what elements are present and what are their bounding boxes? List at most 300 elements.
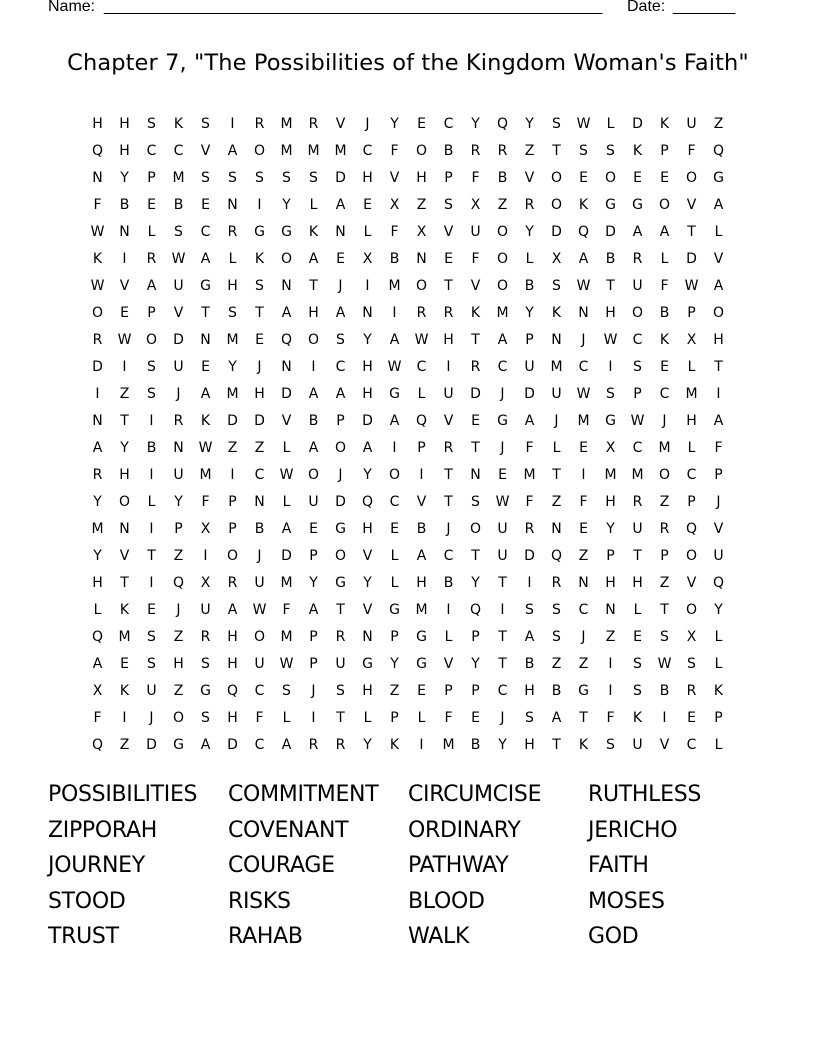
- grid-letter: N: [362, 305, 373, 321]
- grid-letter: B: [443, 575, 454, 591]
- grid-letter: Z: [416, 197, 427, 213]
- grid-letter: D: [605, 224, 616, 240]
- grid-letter: Y: [363, 332, 372, 348]
- grid-letter: H: [227, 656, 238, 672]
- grid-letter: S: [201, 170, 210, 186]
- grid-letter: T: [444, 494, 453, 510]
- grid-letter: A: [227, 602, 238, 618]
- grid-letter: S: [147, 116, 156, 132]
- grid-letter: V: [470, 278, 481, 294]
- word-list-item: GOD: [588, 924, 639, 949]
- grid-letter: X: [551, 251, 562, 267]
- grid-letter: A: [524, 629, 535, 645]
- word-list-item: FAITH: [588, 853, 649, 878]
- grid-letter: H: [227, 710, 238, 726]
- grid-letter: P: [309, 629, 318, 645]
- grid-letter: K: [200, 413, 211, 429]
- grid-letter: H: [227, 629, 238, 645]
- grid-letter: I: [527, 575, 532, 591]
- word-list-item: ORDINARY: [408, 817, 521, 843]
- grid-letter: V: [281, 413, 292, 429]
- grid-letter: S: [174, 224, 183, 240]
- grid-letter: M: [658, 440, 671, 456]
- grid-letter: C: [632, 440, 643, 456]
- grid-letter: J: [500, 710, 505, 726]
- grid-letter: A: [200, 737, 211, 753]
- grid-letter: Z: [497, 197, 508, 213]
- grid-letter: X: [389, 197, 400, 213]
- grid-letter: O: [685, 602, 698, 618]
- grid-letter: U: [173, 359, 184, 375]
- grid-letter: Y: [390, 656, 399, 672]
- grid-letter: Y: [228, 359, 237, 375]
- grid-letter: O: [307, 467, 320, 483]
- grid-letter: Q: [226, 683, 239, 699]
- grid-letter: E: [579, 170, 588, 186]
- grid-letter: C: [254, 683, 265, 699]
- grid-letter: C: [362, 143, 373, 159]
- grid-letter: A: [308, 602, 319, 618]
- grid-letter: F: [525, 494, 534, 510]
- grid-letter: X: [92, 683, 103, 699]
- grid-letter: W: [495, 494, 510, 510]
- grid-letter: T: [498, 629, 507, 645]
- grid-letter: P: [417, 440, 426, 456]
- grid-letter: K: [659, 332, 670, 348]
- grid-letter: I: [149, 521, 154, 537]
- grid-letter: Z: [551, 494, 562, 510]
- grid-letter: U: [497, 548, 508, 564]
- grid-letter: R: [470, 143, 481, 159]
- grid-letter: E: [120, 656, 129, 672]
- grid-letter: Q: [91, 143, 104, 159]
- grid-letter: Z: [227, 440, 238, 456]
- grid-letter: B: [524, 656, 535, 672]
- grid-letter: H: [308, 305, 319, 321]
- grid-letter: I: [257, 197, 262, 213]
- grid-letter: U: [632, 278, 643, 294]
- grid-letter: Y: [363, 575, 372, 591]
- grid-letter: S: [201, 710, 210, 726]
- grid-letter: S: [201, 656, 210, 672]
- word-list-item: RISKS: [228, 888, 291, 914]
- grid-letter: D: [524, 548, 535, 564]
- grid-letter: V: [416, 494, 427, 510]
- grid-letter: U: [686, 116, 697, 132]
- grid-letter: C: [443, 116, 454, 132]
- grid-letter: Q: [280, 332, 293, 348]
- grid-letter: Y: [471, 575, 480, 591]
- grid-letter: K: [119, 683, 130, 699]
- grid-letter: M: [280, 629, 293, 645]
- grid-letter: Q: [496, 116, 509, 132]
- grid-letter: S: [552, 629, 561, 645]
- grid-letter: N: [119, 521, 130, 537]
- grid-letter: O: [415, 143, 428, 159]
- grid-letter: B: [551, 683, 562, 699]
- grid-letter: T: [498, 656, 507, 672]
- grid-letter: W: [171, 251, 186, 267]
- grid-letter: C: [335, 359, 346, 375]
- grid-letter: C: [659, 386, 670, 402]
- grid-letter: G: [578, 683, 589, 699]
- grid-letter: L: [147, 224, 156, 240]
- grid-letter: K: [92, 251, 103, 267]
- grid-letter: S: [633, 656, 642, 672]
- grid-letter: U: [308, 494, 319, 510]
- grid-letter: C: [173, 143, 184, 159]
- grid-letter: I: [392, 305, 397, 321]
- grid-letter: E: [120, 305, 129, 321]
- grid-letter: S: [660, 629, 669, 645]
- grid-letter: G: [281, 224, 292, 240]
- grid-letter: L: [714, 224, 723, 240]
- grid-letter: A: [281, 737, 292, 753]
- word-list-item: COVENANT: [228, 817, 349, 843]
- grid-letter: Q: [91, 737, 104, 753]
- grid-letter: E: [687, 710, 696, 726]
- grid-letter: S: [336, 683, 345, 699]
- grid-letter: A: [389, 413, 400, 429]
- grid-letter: Z: [173, 629, 184, 645]
- grid-letter: U: [632, 737, 643, 753]
- grid-letter: K: [470, 305, 481, 321]
- grid-letter: I: [662, 710, 667, 726]
- grid-letter: F: [471, 170, 480, 186]
- grid-letter: P: [390, 710, 399, 726]
- grid-letter: E: [579, 440, 588, 456]
- grid-letter: J: [581, 629, 586, 645]
- grid-letter: L: [282, 710, 291, 726]
- grid-letter: K: [632, 143, 643, 159]
- grid-letter: V: [173, 305, 184, 321]
- grid-letter: Y: [525, 224, 534, 240]
- grid-letter: A: [659, 224, 670, 240]
- grid-letter: Y: [363, 737, 372, 753]
- grid-letter: F: [390, 143, 399, 159]
- grid-letter: I: [419, 467, 424, 483]
- grid-letter: V: [119, 278, 130, 294]
- grid-letter: D: [227, 413, 238, 429]
- grid-letter: W: [630, 413, 645, 429]
- grid-letter: W: [603, 332, 618, 348]
- grid-letter: O: [388, 467, 401, 483]
- grid-letter: O: [172, 710, 185, 726]
- grid-letter: J: [338, 467, 343, 483]
- grid-letter: M: [118, 629, 131, 645]
- grid-letter: T: [552, 467, 561, 483]
- grid-letter: K: [578, 737, 589, 753]
- grid-letter: L: [147, 494, 156, 510]
- grid-letter: M: [496, 305, 509, 321]
- grid-letter: N: [173, 440, 184, 456]
- grid-letter: J: [176, 386, 181, 402]
- grid-letter: A: [200, 251, 211, 267]
- grid-letter: E: [201, 359, 210, 375]
- grid-letter: B: [173, 197, 184, 213]
- grid-letter: P: [174, 521, 183, 537]
- grid-letter: J: [176, 602, 181, 618]
- grid-letter: H: [362, 386, 373, 402]
- grid-letter: H: [524, 683, 535, 699]
- grid-letter: V: [686, 197, 697, 213]
- grid-letter: V: [524, 170, 535, 186]
- grid-letter: E: [336, 251, 345, 267]
- grid-letter: Z: [578, 656, 589, 672]
- grid-letter: I: [149, 575, 154, 591]
- grid-letter: U: [524, 359, 535, 375]
- grid-letter: U: [443, 386, 454, 402]
- grid-letter: C: [632, 332, 643, 348]
- grid-letter: T: [309, 278, 318, 294]
- grid-letter: P: [309, 548, 318, 564]
- grid-letter: T: [471, 440, 480, 456]
- grid-letter: N: [335, 224, 346, 240]
- grid-letter: N: [605, 602, 616, 618]
- grid-letter: N: [416, 251, 427, 267]
- grid-letter: W: [576, 278, 591, 294]
- grid-letter: R: [524, 197, 535, 213]
- name-blank-line[interactable]: ________________________________________________________: [104, 0, 603, 15]
- grid-letter: D: [335, 494, 346, 510]
- grid-letter: O: [334, 548, 347, 564]
- grid-letter: K: [119, 602, 130, 618]
- grid-letter: K: [308, 224, 319, 240]
- grid-letter: F: [201, 494, 210, 510]
- grid-letter: M: [631, 467, 644, 483]
- page-title: Chapter 7, "The Possibilities of the Kingdom Woman's Faith": [67, 50, 749, 76]
- grid-letter: H: [524, 737, 535, 753]
- grid-letter: P: [228, 494, 237, 510]
- grid-letter: G: [335, 575, 346, 591]
- grid-letter: R: [443, 305, 454, 321]
- grid-letter: F: [660, 278, 669, 294]
- grid-letter: B: [254, 521, 265, 537]
- grid-letter: T: [336, 710, 345, 726]
- grid-letter: P: [714, 710, 723, 726]
- grid-letter: S: [552, 278, 561, 294]
- grid-letter: O: [496, 251, 509, 267]
- grid-letter: A: [524, 413, 535, 429]
- grid-letter: I: [446, 359, 451, 375]
- grid-letter: M: [334, 143, 347, 159]
- grid-letter: L: [606, 116, 615, 132]
- grid-letter: N: [470, 467, 481, 483]
- grid-letter: C: [686, 467, 697, 483]
- grid-letter: S: [687, 656, 696, 672]
- grid-letter: O: [550, 197, 563, 213]
- grid-letter: Z: [119, 386, 130, 402]
- date-blank-line[interactable]: _______: [673, 0, 736, 15]
- grid-letter: P: [336, 413, 345, 429]
- grid-letter: P: [228, 521, 237, 537]
- grid-letter: P: [309, 656, 318, 672]
- grid-letter: F: [525, 440, 534, 456]
- grid-letter: E: [147, 602, 156, 618]
- grid-letter: A: [551, 710, 562, 726]
- grid-letter: C: [254, 737, 265, 753]
- grid-letter: I: [608, 359, 613, 375]
- grid-letter: U: [200, 602, 211, 618]
- grid-letter: H: [92, 575, 103, 591]
- grid-letter: E: [417, 683, 426, 699]
- grid-letter: Q: [172, 575, 185, 591]
- grid-letter: Z: [173, 548, 184, 564]
- grid-letter: D: [524, 386, 535, 402]
- grid-letter: D: [281, 548, 292, 564]
- grid-letter: A: [713, 278, 724, 294]
- grid-letter: T: [579, 710, 588, 726]
- grid-letter: X: [470, 197, 481, 213]
- grid-letter: I: [419, 737, 424, 753]
- grid-letter: Q: [712, 575, 725, 591]
- grid-letter: E: [309, 521, 318, 537]
- grid-letter: J: [338, 278, 343, 294]
- grid-letter: E: [633, 170, 642, 186]
- grid-letter: J: [446, 521, 451, 537]
- grid-letter: G: [416, 629, 427, 645]
- grid-letter: S: [633, 683, 642, 699]
- grid-letter: T: [687, 224, 696, 240]
- grid-letter: H: [362, 683, 373, 699]
- word-list-item: CIRCUMCISE: [408, 782, 542, 807]
- word-list-item: MOSES: [588, 888, 665, 914]
- grid-letter: S: [309, 170, 318, 186]
- grid-letter: M: [550, 359, 563, 375]
- grid-letter: Y: [525, 116, 534, 132]
- grid-letter: O: [550, 170, 563, 186]
- grid-letter: B: [524, 278, 535, 294]
- grid-letter: T: [498, 575, 507, 591]
- grid-letter: H: [119, 116, 130, 132]
- grid-letter: F: [282, 602, 291, 618]
- grid-letter: M: [415, 602, 428, 618]
- grid-letter: W: [657, 656, 672, 672]
- grid-letter: L: [390, 548, 399, 564]
- grid-letter: L: [687, 359, 696, 375]
- grid-letter: L: [309, 197, 318, 213]
- grid-letter: W: [387, 359, 402, 375]
- grid-letter: A: [335, 305, 346, 321]
- grid-letter: H: [119, 143, 130, 159]
- grid-letter: O: [415, 278, 428, 294]
- grid-letter: F: [93, 197, 102, 213]
- grid-letter: P: [606, 548, 615, 564]
- grid-letter: C: [497, 683, 508, 699]
- grid-letter: U: [551, 386, 562, 402]
- word-search-grid: [84, 114, 732, 762]
- grid-letter: S: [282, 170, 291, 186]
- grid-letter: R: [200, 629, 211, 645]
- grid-letter: B: [605, 251, 616, 267]
- grid-letter: O: [253, 629, 266, 645]
- grid-letter: L: [228, 251, 237, 267]
- grid-letter: A: [362, 440, 373, 456]
- grid-letter: J: [581, 332, 586, 348]
- grid-letter: T: [336, 602, 345, 618]
- word-list-item: JERICHO: [588, 817, 678, 843]
- grid-letter: M: [442, 737, 455, 753]
- grid-letter: U: [173, 278, 184, 294]
- grid-letter: M: [226, 332, 239, 348]
- grid-letter: H: [443, 332, 454, 348]
- grid-letter: I: [311, 359, 316, 375]
- grid-letter: B: [146, 440, 157, 456]
- grid-letter: Q: [91, 629, 104, 645]
- grid-letter: D: [551, 224, 562, 240]
- grid-letter: S: [552, 602, 561, 618]
- grid-letter: R: [173, 413, 184, 429]
- grid-letter: A: [713, 413, 724, 429]
- word-list-item: WALK: [408, 924, 470, 949]
- grid-letter: E: [390, 521, 399, 537]
- grid-letter: O: [685, 170, 698, 186]
- grid-letter: M: [280, 116, 293, 132]
- grid-letter: U: [335, 656, 346, 672]
- grid-letter: Y: [525, 305, 534, 321]
- grid-letter: Z: [389, 683, 400, 699]
- grid-letter: O: [685, 548, 698, 564]
- grid-letter: Z: [659, 575, 670, 591]
- grid-letter: E: [471, 710, 480, 726]
- grid-letter: U: [632, 521, 643, 537]
- grid-letter: I: [122, 251, 127, 267]
- grid-letter: X: [200, 521, 211, 537]
- grid-letter: H: [362, 359, 373, 375]
- grid-letter: R: [632, 251, 643, 267]
- grid-letter: Q: [550, 548, 563, 564]
- grid-letter: J: [257, 548, 262, 564]
- grid-letter: S: [282, 683, 291, 699]
- grid-letter: R: [308, 737, 319, 753]
- grid-letter: E: [255, 332, 264, 348]
- grid-letter: R: [92, 467, 103, 483]
- grid-letter: C: [389, 494, 400, 510]
- grid-letter: O: [496, 224, 509, 240]
- grid-letter: V: [200, 143, 211, 159]
- grid-letter: A: [308, 386, 319, 402]
- grid-letter: M: [388, 278, 401, 294]
- grid-letter: H: [605, 575, 616, 591]
- grid-letter: S: [525, 710, 534, 726]
- grid-letter: M: [523, 467, 536, 483]
- grid-letter: I: [446, 602, 451, 618]
- date-label: Date:: [627, 0, 666, 15]
- grid-letter: H: [119, 467, 130, 483]
- grid-letter: C: [497, 359, 508, 375]
- grid-letter: O: [253, 143, 266, 159]
- grid-letter: A: [335, 386, 346, 402]
- grid-letter: H: [362, 170, 373, 186]
- grid-letter: U: [713, 548, 724, 564]
- grid-letter: V: [659, 737, 670, 753]
- word-list-item: JOURNEY: [48, 853, 145, 878]
- grid-letter: R: [470, 359, 481, 375]
- grid-letter: Y: [174, 494, 183, 510]
- grid-letter: S: [606, 386, 615, 402]
- grid-letter: T: [444, 467, 453, 483]
- grid-letter: T: [471, 332, 480, 348]
- grid-letter: S: [606, 143, 615, 159]
- word-list-item: COMMITMENT: [228, 782, 379, 807]
- grid-letter: L: [687, 440, 696, 456]
- grid-letter: T: [552, 143, 561, 159]
- grid-letter: X: [200, 575, 211, 591]
- grid-letter: Y: [93, 494, 102, 510]
- grid-letter: L: [363, 710, 372, 726]
- grid-letter: H: [227, 278, 238, 294]
- grid-letter: S: [228, 305, 237, 321]
